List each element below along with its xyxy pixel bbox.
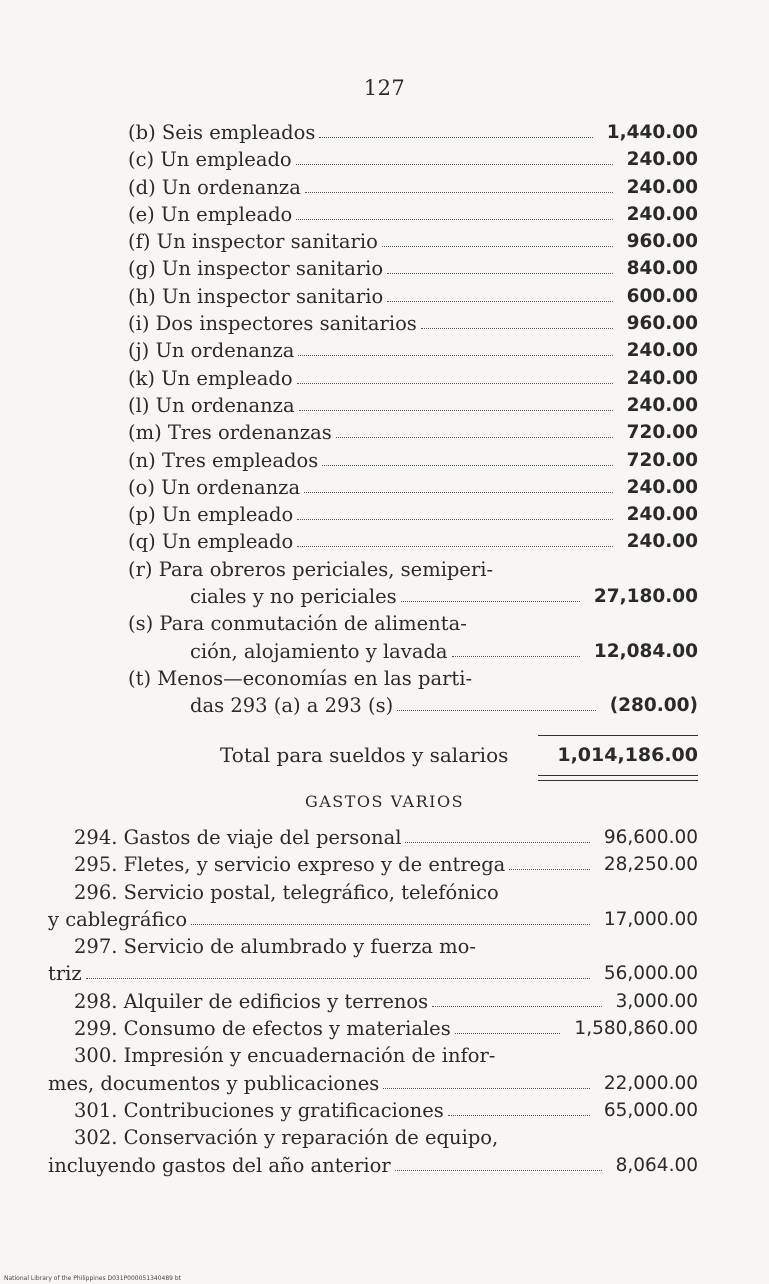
gasto-row-continued <box>48 906 698 933</box>
item-row <box>128 119 698 146</box>
item-row <box>128 228 698 255</box>
gasto-row <box>48 1042 698 1069</box>
gasto-amount: 28,250.00 <box>603 854 698 876</box>
item-letter: (n) <box>128 448 156 472</box>
gasto-row-continued <box>48 1152 698 1179</box>
item-text-continued: ciales y no periciales <box>190 585 397 609</box>
item-label <box>128 501 293 528</box>
item-row <box>128 419 698 446</box>
item-text: Un empleado <box>155 530 294 554</box>
item-letter: (g) <box>128 257 156 281</box>
gasto-amount: 56,000.00 <box>603 963 698 985</box>
item-row <box>128 556 698 583</box>
item-label <box>128 665 472 692</box>
item-row <box>128 610 698 637</box>
item-text: Un inspector sanitario <box>155 284 384 308</box>
dot-leader <box>299 410 613 411</box>
dot-leader <box>191 924 590 925</box>
item-amount: 960.00 <box>626 231 698 253</box>
item-text: Seis empleados <box>155 121 316 144</box>
item-letter: (s) <box>128 612 154 636</box>
item-label <box>128 146 292 173</box>
gasto-text-continued: incluyendo gastos del año anterior <box>48 1153 391 1177</box>
item-row <box>128 447 698 474</box>
salary-items-list <box>128 119 698 720</box>
item-amount: 960.00 <box>626 313 698 335</box>
item-label <box>128 201 292 228</box>
item-text: Un inspector sanitario <box>150 230 378 254</box>
gasto-row <box>48 1124 698 1151</box>
item-row <box>128 310 698 337</box>
gasto-row-continued <box>48 1070 698 1097</box>
gasto-text: 302. Conservación y reparación de equipo, <box>74 1126 499 1150</box>
item-amount: 240.00 <box>626 340 698 362</box>
dot-leader <box>319 137 593 138</box>
item-text: Dos inspectores sanitarios <box>149 312 417 336</box>
item-label <box>128 119 315 146</box>
item-letter: (k) <box>128 366 156 390</box>
dot-leader <box>322 465 613 466</box>
gasto-amount: 1,580,860.00 <box>574 1018 698 1040</box>
item-text: Un ordenanza <box>154 475 301 499</box>
item-letter: (q) <box>128 530 156 554</box>
item-letter: (r) <box>128 557 153 581</box>
gasto-row <box>48 851 698 878</box>
item-amount: 240.00 <box>626 149 698 171</box>
item-row <box>128 283 698 310</box>
dot-leader <box>86 978 590 979</box>
item-amount: 12,084.00 <box>593 640 698 662</box>
item-label <box>128 556 493 583</box>
gasto-text: 296. Servicio postal, telegráfico, telefónico <box>74 880 499 904</box>
gasto-text-continued: triz <box>48 962 82 986</box>
total-rule-double-1 <box>538 775 698 776</box>
item-label <box>128 610 467 637</box>
gasto-text: 298. Alquiler de edificios y terrenos <box>74 989 429 1013</box>
item-text: Un empleado <box>154 202 293 226</box>
total-rule-double-2 <box>538 780 698 781</box>
gasto-amount: 8,064.00 <box>615 1154 698 1176</box>
dot-leader <box>297 383 613 384</box>
item-text: Un ordenanza <box>155 175 301 199</box>
item-amount: 240.00 <box>626 176 698 198</box>
item-row <box>128 474 698 501</box>
item-amount: 240.00 <box>626 394 698 416</box>
gasto-row <box>48 824 698 851</box>
item-label <box>128 447 318 474</box>
item-text: Tres empleados <box>155 448 319 472</box>
gasto-text: 301. Contribuciones y gratificaciones <box>74 1098 444 1122</box>
item-row-continued <box>128 692 698 719</box>
dot-leader <box>401 601 580 602</box>
item-amount: 720.00 <box>626 422 698 444</box>
item-text-continued: ción, alojamiento y lavada <box>190 639 448 663</box>
gasto-text-continued: y cablegráfico <box>48 907 188 931</box>
item-text: Un empleado <box>154 148 292 172</box>
item-text: Para conmutación de alimenta- <box>153 612 467 636</box>
gasto-row <box>48 879 698 906</box>
item-label <box>128 255 383 282</box>
section-heading: GASTOS VARIOS <box>304 792 465 811</box>
item-label <box>128 528 293 555</box>
item-row-continued <box>128 638 698 665</box>
item-label <box>128 228 378 255</box>
dot-leader <box>509 869 590 870</box>
gasto-row-continued <box>48 960 698 987</box>
item-label <box>128 174 301 201</box>
gasto-row <box>48 1097 698 1124</box>
item-row <box>128 365 698 392</box>
item-row <box>128 146 698 173</box>
dot-leader <box>336 437 613 438</box>
item-row <box>128 174 698 201</box>
dot-leader <box>421 328 613 329</box>
dot-leader <box>297 546 613 547</box>
gasto-amount: 17,000.00 <box>603 908 698 930</box>
item-amount: 240.00 <box>626 367 698 389</box>
item-letter: (m) <box>128 421 162 445</box>
footer-credit: National Library of the Philippines D031P000051340489 bt <box>4 1275 182 1282</box>
item-amount: 600.00 <box>626 285 698 307</box>
item-row <box>128 528 698 555</box>
item-row <box>128 201 698 228</box>
gasto-text-continued: mes, documentos y publicaciones <box>48 1071 380 1095</box>
item-letter: (o) <box>128 475 155 499</box>
item-letter: (d) <box>128 175 156 199</box>
gasto-amount: 65,000.00 <box>603 1099 698 1121</box>
total-row <box>128 740 698 770</box>
item-amount: 1,440.00 <box>606 122 698 143</box>
dot-leader <box>383 1088 590 1089</box>
gastos-list <box>48 824 698 1179</box>
item-letter: (j) <box>128 339 150 363</box>
dot-leader <box>298 355 613 356</box>
gasto-text: 300. Impresión y encuadernación de infor- <box>74 1044 496 1068</box>
item-text: Un empleado <box>155 366 293 390</box>
item-letter: (h) <box>128 284 156 308</box>
item-label <box>128 365 293 392</box>
total-rule-top <box>538 735 698 736</box>
total-amount: 1,014,186.00 <box>557 744 698 766</box>
gasto-row <box>48 1015 698 1042</box>
gasto-text: 297. Servicio de alumbrado y fuerza mo- <box>74 935 476 959</box>
item-row <box>128 255 698 282</box>
dot-leader <box>296 219 613 220</box>
gasto-amount: 3,000.00 <box>615 990 698 1012</box>
item-label <box>128 337 294 364</box>
dot-leader <box>387 273 613 274</box>
dot-leader <box>395 1170 602 1171</box>
item-letter: (c) <box>128 148 155 172</box>
item-text: Un empleado <box>155 503 294 527</box>
item-row <box>128 501 698 528</box>
dot-leader <box>405 842 590 843</box>
item-text: Un ordenanza <box>149 339 295 363</box>
gasto-text: 294. Gastos de viaje del personal <box>74 826 402 849</box>
gasto-row <box>48 933 698 960</box>
dot-leader <box>297 519 613 520</box>
dot-leader <box>304 492 613 493</box>
item-row <box>128 392 698 419</box>
dot-leader <box>296 164 613 165</box>
dot-leader <box>305 192 613 193</box>
gasto-amount: 22,000.00 <box>603 1072 698 1094</box>
item-text: Un ordenanza <box>149 393 295 417</box>
page-number: 127 <box>363 76 406 100</box>
item-amount: 240.00 <box>626 476 698 498</box>
item-label <box>128 310 417 337</box>
item-label <box>128 474 300 501</box>
dot-leader <box>452 656 580 657</box>
item-amount: (280.00) <box>609 695 698 717</box>
item-amount: 27,180.00 <box>593 586 698 608</box>
item-amount: 720.00 <box>626 449 698 471</box>
item-label <box>128 419 332 446</box>
item-amount: 240.00 <box>626 203 698 225</box>
item-letter: (f) <box>128 230 151 254</box>
item-row-continued <box>128 583 698 610</box>
item-text: Menos—economías en las parti- <box>151 666 473 690</box>
dot-leader <box>382 246 613 247</box>
item-letter: (i) <box>128 312 150 336</box>
gasto-row <box>48 988 698 1015</box>
item-text-continued: das 293 (a) a 293 (s) <box>190 694 394 718</box>
item-letter: (e) <box>128 202 155 226</box>
item-amount: 240.00 <box>626 504 698 526</box>
item-letter: (b) <box>128 121 156 144</box>
dot-leader <box>448 1115 590 1116</box>
gasto-text: 299. Consumo de efectos y materiales <box>74 1017 451 1041</box>
dot-leader <box>455 1033 560 1034</box>
dot-leader <box>432 1006 602 1007</box>
item-amount: 840.00 <box>626 258 698 280</box>
item-label <box>128 392 295 419</box>
item-letter: (l) <box>128 393 150 417</box>
dot-leader <box>387 301 613 302</box>
item-letter: (t) <box>128 666 152 690</box>
item-text: Para obreros periciales, semiperi- <box>152 557 494 581</box>
item-row <box>128 665 698 692</box>
item-text: Un inspector sanitario <box>155 257 384 281</box>
item-text: Tres ordenanzas <box>161 421 332 445</box>
item-amount: 240.00 <box>626 531 698 553</box>
item-letter: (p) <box>128 503 156 527</box>
item-label <box>128 283 383 310</box>
gasto-amount: 96,600.00 <box>603 827 698 848</box>
dot-leader <box>397 710 596 711</box>
item-row <box>128 337 698 364</box>
gasto-text: 295. Fletes, y servicio expreso y de entrega <box>74 853 506 877</box>
total-label: Total para sueldos y salarios <box>220 743 509 767</box>
